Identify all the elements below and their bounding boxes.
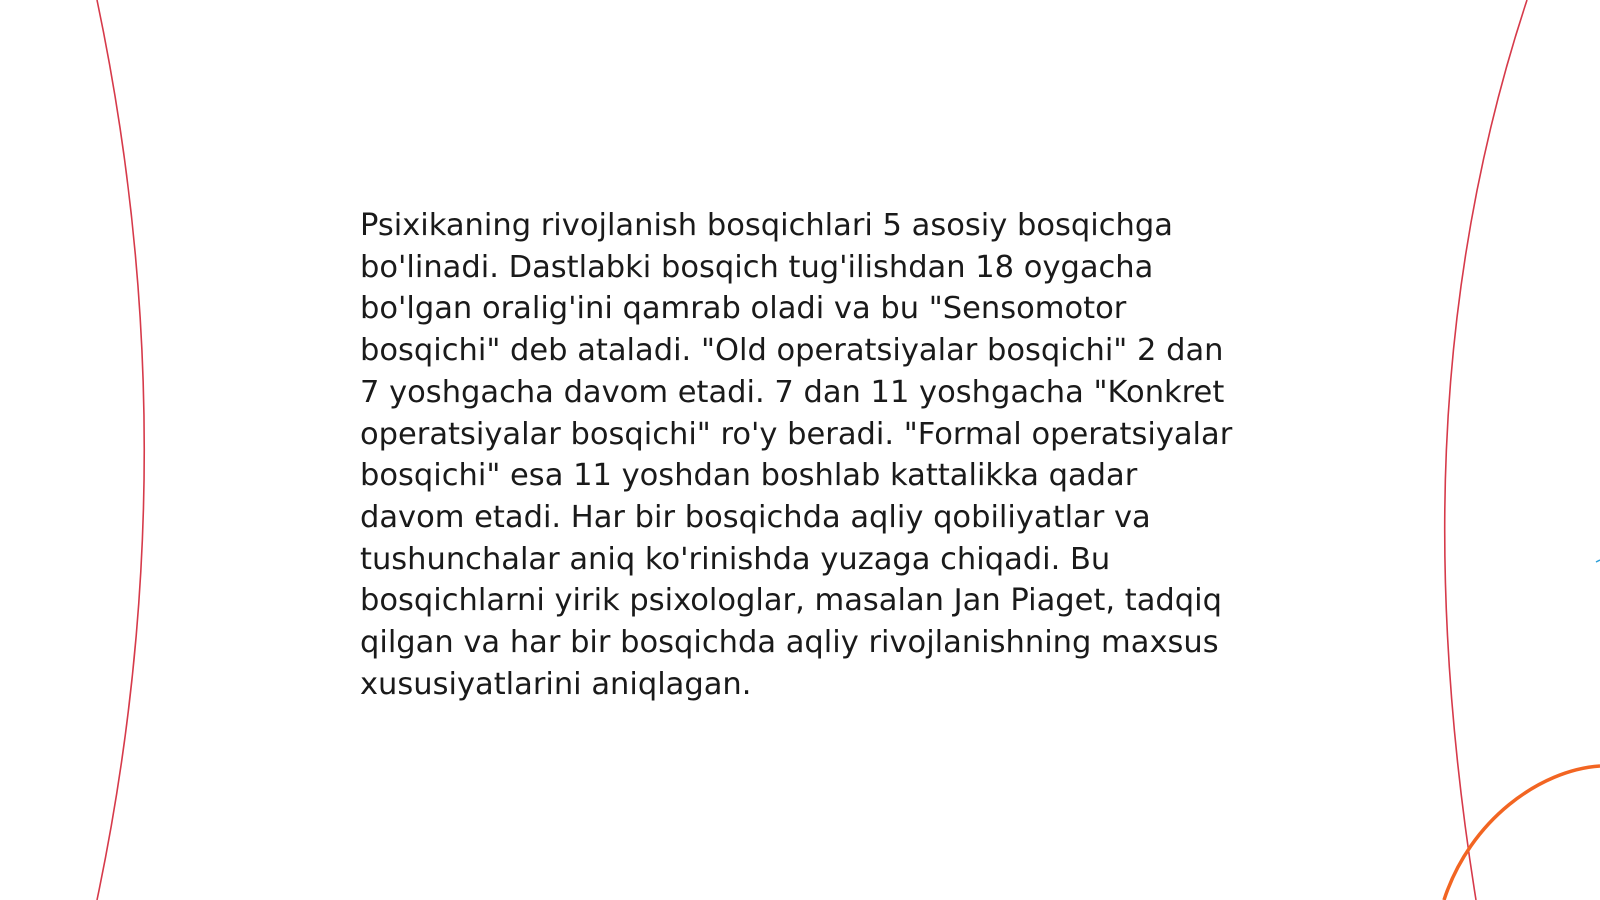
left-curve-line — [97, 0, 144, 900]
right-curve-line — [1445, 0, 1527, 900]
body-paragraph: Psixikaning rivojlanish bosqichlari 5 asosiy bosqichga bo'linadi. Dastlabki bosqich tug'ilishdan 18 oygacha bo'lgan oralig'ini qamrab oladi va bu "Sensomotor bosqichi" deb ataladi. "Old operatsiyalar bosqichi" 2 dan 7 yoshgacha davom etadi. 7 dan 11 yoshgacha "Konkret operatsiyalar bosqichi" ro'y beradi. "Formal operatsiyalar bosqichi" esa 11 yoshdan boshlab kattalikka qadar davom etadi. Har bir bosqichda aqliy qobiliyatlar va tushunchalar aniq ko'rinishda yuzaga chiqadi. Bu bosqichlarni yirik psixologlar, masalan Jan Piaget, tadqiq qilgan va har bir bosqichda aqliy rivojlanishning maxsus xususiyatlarini aniqlagan. — [360, 208, 1233, 702]
orange-arc — [1444, 766, 1600, 900]
blue-accent-mark — [1596, 560, 1600, 562]
